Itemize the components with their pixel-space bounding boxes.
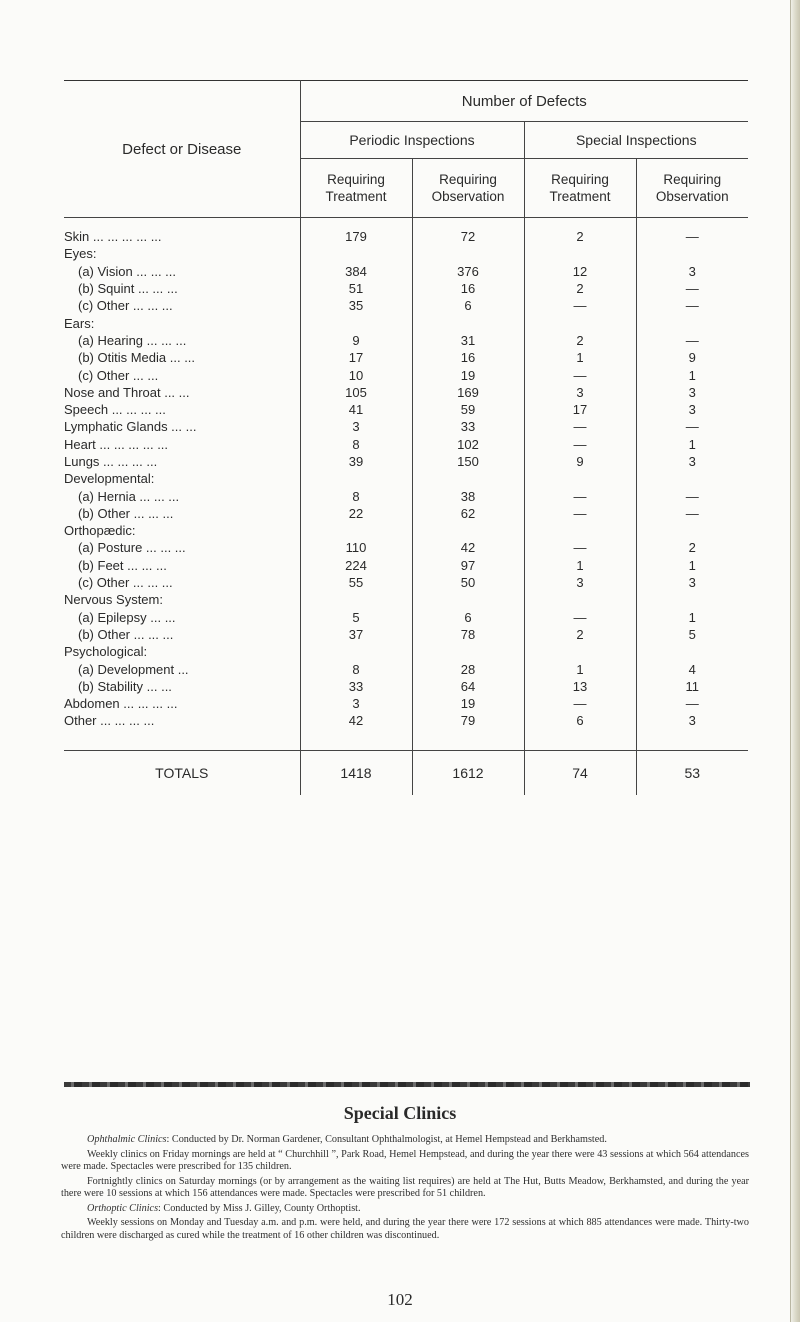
paragraph-text: : Conducted by Dr. Norman Gardener, Consultant Ophthalmologist, at Hemel Hempstead and Berkhamsted. [166,1134,607,1145]
row-value: 8 [300,436,412,453]
row-value: 42 [412,539,524,556]
row-value: 37 [300,626,412,643]
table-row [64,591,748,608]
row-label: (b) Squint ... ... ... [78,281,178,297]
row-value: 1 [636,436,748,453]
table-row [64,505,748,522]
row-value [636,591,748,608]
row-label: Heart ... ... ... ... ... [64,436,169,452]
row-label: (a) Hernia ... ... ... [78,488,180,504]
row-value: 3 [300,418,412,435]
row-value: — [636,418,748,435]
table-row [64,418,748,435]
row-value: 6 [412,297,524,314]
table-row [64,384,748,401]
row-value: — [524,539,636,556]
row-value: 6 [412,609,524,626]
row-label: (a) Posture ... ... ... [78,540,186,556]
row-value: 42 [300,712,412,729]
total-special-observation: 53 [636,750,748,795]
row-value: — [524,418,636,435]
row-value: 12 [524,263,636,280]
row-value: 2 [524,280,636,297]
row-value: 17 [300,349,412,366]
row-value: 9 [524,453,636,470]
row-value: 9 [300,332,412,349]
row-value: 41 [300,401,412,418]
row-value: 64 [412,678,524,695]
row-value [412,245,524,262]
row-label: (c) Other ... ... ... [78,298,173,314]
row-label: Orthopædic: [64,523,136,539]
row-value: 3 [636,263,748,280]
table-row [64,401,748,418]
row-value: 16 [412,280,524,297]
row-label: (c) Other ... ... [78,367,159,383]
row-value: 102 [412,436,524,453]
subheader-special-observation: Requiring Observation [636,159,748,218]
row-value: — [636,297,748,314]
row-value: 105 [300,384,412,401]
row-value: 376 [412,263,524,280]
row-value: 9 [636,349,748,366]
row-value [524,470,636,487]
row-value: 59 [412,401,524,418]
row-label: Eyes: [64,246,97,262]
section-heading: Special Clinics [343,1103,457,1123]
special-clinics-text [61,1134,749,1244]
row-value [412,643,524,660]
subheader-periodic-treatment: Requiring Treatment [300,159,412,218]
row-label: (a) Epilepsy ... ... [78,609,176,625]
row-value [300,470,412,487]
row-label: (a) Hearing ... ... ... [78,332,187,348]
table-row [64,263,748,280]
table-row [64,332,748,349]
row-value [300,643,412,660]
row-value: — [636,695,748,712]
row-value: 33 [300,678,412,695]
row-value [636,245,748,262]
table-row [64,228,748,245]
row-value: 169 [412,384,524,401]
table-row [64,574,748,591]
row-value [524,591,636,608]
row-value: 1 [524,557,636,574]
row-value [636,522,748,539]
row-value: 8 [300,660,412,677]
table-row [64,539,748,556]
subheader-periodic-observation: Requiring Observation [412,159,524,218]
total-special-treatment: 74 [524,750,636,795]
row-value: 17 [524,401,636,418]
table-row [64,695,748,712]
paragraph-text: Weekly clinics on Friday mornings are held at “ Churchhill ”, Park Road, Hemel Hempstead, and during the year there were 43 sessions at which 564 attendances were made. Spectacles were prescribed for 135 children. [61,1148,749,1172]
row-value: 62 [412,505,524,522]
row-value [300,314,412,331]
paragraph-text: Weekly sessions on Monday and Tuesday a.m. and p.m. were held, and during the year there were 172 sessions at which 885 attendances were made. Thirty-two children were discharged as cured while the treatment of 16 other children was discontinued. [61,1217,749,1241]
row-value [412,314,524,331]
row-value [636,643,748,660]
row-value: 2 [524,626,636,643]
paragraph-text: Fortnightly clinics on Saturday mornings (or by arrangement as the waiting list requires) are held at The Hut, Butts Meadow, Berkhamsted, and during the year there were 10 sessions at which 156 attendances were made. Spectacles were prescribed for 51 children. [61,1175,749,1199]
row-value: 2 [636,539,748,556]
row-label: (a) Development ... [78,661,189,677]
subheader-special-treatment: Requiring Treatment [524,159,636,218]
row-value: — [524,366,636,383]
row-value: 3 [524,384,636,401]
row-label: (a) Vision ... ... ... [78,263,177,279]
row-value: 78 [412,626,524,643]
row-value: 150 [412,453,524,470]
totals-row [64,750,748,795]
table-row [64,609,748,626]
row-value: — [524,487,636,504]
row-value: 35 [300,297,412,314]
row-label: Nose and Throat ... ... [64,384,190,400]
row-value: — [524,609,636,626]
row-label: (b) Other ... ... ... [78,505,174,521]
number-of-defects-header: Number of Defects [300,81,748,122]
paragraph-text: : Conducted by Miss J. Gilley, County Orthoptist. [158,1202,361,1214]
row-value: 2 [524,228,636,245]
row-value: 72 [412,228,524,245]
row-value: 3 [636,453,748,470]
row-value: 97 [412,557,524,574]
table-row [64,453,748,470]
periodic-inspections-header: Periodic Inspections [300,122,524,159]
row-value: 50 [412,574,524,591]
row-value: 22 [300,505,412,522]
row-label: (b) Otitis Media ... ... [78,350,196,366]
row-value: 3 [636,401,748,418]
row-label: Nervous System: [64,592,163,608]
row-value [524,314,636,331]
total-periodic-treatment: 1418 [300,750,412,795]
special-inspections-header: Special Inspections [524,122,748,159]
row-value: 1 [636,609,748,626]
row-value [524,522,636,539]
row-value [412,470,524,487]
row-value [300,245,412,262]
table-row [64,660,748,677]
row-label: Abdomen ... ... ... ... [64,696,178,712]
row-value: 6 [524,712,636,729]
table-row [64,245,748,262]
row-value: 28 [412,660,524,677]
row-label: Lymphatic Glands ... ... [64,419,197,435]
row-value [300,522,412,539]
row-value [524,643,636,660]
row-value: 3 [524,574,636,591]
row-value: 3 [636,712,748,729]
row-value: 2 [524,332,636,349]
row-value [636,470,748,487]
row-value: 19 [412,695,524,712]
row-value: — [636,280,748,297]
table-row [64,349,748,366]
table-row [64,297,748,314]
row-value: 1 [524,349,636,366]
table-row [64,712,748,729]
row-value: — [636,505,748,522]
table-row [64,626,748,643]
row-value: 19 [412,366,524,383]
row-label: Skin ... ... ... ... ... [64,229,162,245]
row-value: 3 [636,384,748,401]
row-value: 11 [636,678,748,695]
row-value: — [636,332,748,349]
row-value: — [636,228,748,245]
table-row [64,522,748,539]
row-label: Developmental: [64,471,155,487]
paragraph-1 [61,1134,749,1147]
row-value: 384 [300,263,412,280]
table-row [64,487,748,504]
totals-label: TOTALS [64,750,300,795]
table-bottom-rule [64,1082,750,1087]
table-row [64,557,748,574]
row-value: — [524,505,636,522]
row-value: 13 [524,678,636,695]
paragraph-lead: Ophthalmic Clinics [87,1134,167,1145]
row-value [300,591,412,608]
row-value: — [524,436,636,453]
row-value: 79 [412,712,524,729]
paragraph-4 [61,1203,749,1216]
table-row [64,470,748,487]
row-value [412,522,524,539]
row-value: 51 [300,280,412,297]
row-value: 1 [636,366,748,383]
row-value: 10 [300,366,412,383]
row-value: 55 [300,574,412,591]
row-label: Psychological: [64,644,148,660]
row-value: — [524,297,636,314]
row-value: 5 [300,609,412,626]
row-value: 38 [412,487,524,504]
paragraph-2 [61,1149,749,1174]
row-label: (b) Other ... ... ... [78,626,174,642]
row-value [524,245,636,262]
row-value: 5 [636,626,748,643]
row-value: 1 [524,660,636,677]
row-value [412,591,524,608]
row-label: Speech ... ... ... ... [64,402,166,418]
table-row [64,366,748,383]
row-value: 8 [300,487,412,504]
table-row [64,643,748,660]
row-value: — [636,487,748,504]
row-label: Other ... ... ... ... [64,713,155,729]
row-value: 3 [636,574,748,591]
row-label: Ears: [64,315,95,331]
table-row [64,678,748,695]
paragraph-5 [61,1217,749,1242]
row-value [636,314,748,331]
paragraph-3 [61,1176,749,1201]
row-value: 4 [636,660,748,677]
row-value: — [524,695,636,712]
row-label: (c) Other ... ... ... [78,575,173,591]
table-row [64,280,748,297]
defect-column-header: Defect or Disease [64,81,300,218]
table-row [64,314,748,331]
defects-table-body [64,218,748,730]
row-value: 31 [412,332,524,349]
row-value: 179 [300,228,412,245]
paragraph-lead: Orthoptic Clinics [87,1202,159,1214]
page-number: 102 [387,1290,413,1309]
row-value: 1 [636,557,748,574]
row-label: (b) Stability ... ... [78,678,172,694]
row-value: 16 [412,349,524,366]
row-value: 110 [300,539,412,556]
row-value: 3 [300,695,412,712]
row-value: 33 [412,418,524,435]
defects-table [64,80,748,795]
row-label: (b) Feet ... ... ... [78,557,167,573]
total-periodic-observation: 1612 [412,750,524,795]
table-row [64,436,748,453]
row-label: Lungs ... ... ... ... [64,454,158,469]
row-value: 39 [300,453,412,470]
row-value: 224 [300,557,412,574]
